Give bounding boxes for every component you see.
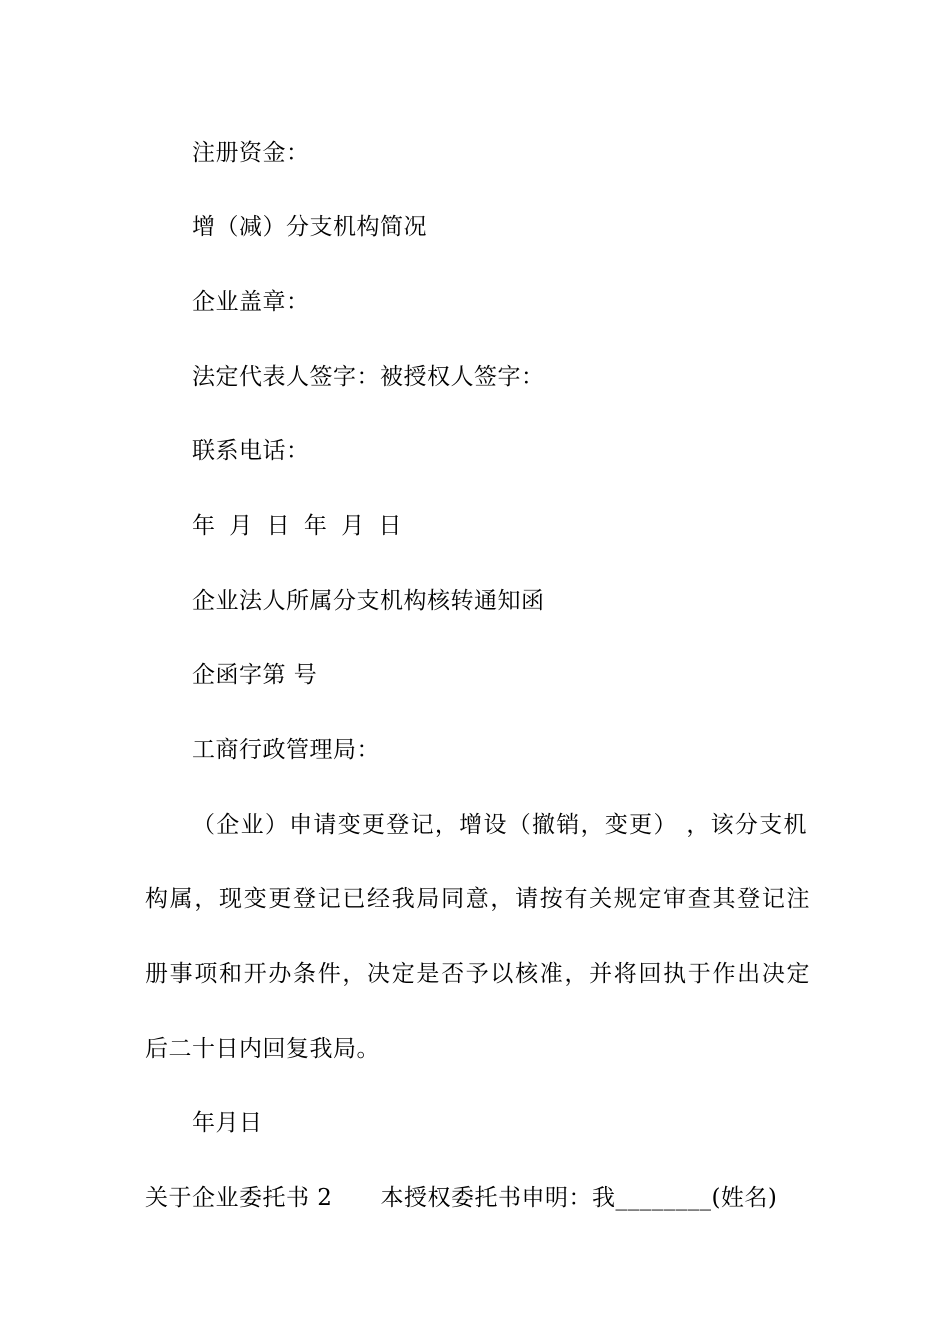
- authorization-statement: 本授权委托书申明：我________(姓名): [380, 1185, 778, 1211]
- registered-capital-label: 注册资金：: [192, 140, 310, 166]
- body-paragraph-line: 构属，现变更登记已经我局同意，请按有关规定审查其登记注: [145, 886, 810, 912]
- contact-phone-label: 联系电话：: [192, 438, 310, 464]
- body-paragraph-line: （企业）申请变更登记，增设（撤销，变更） ，该分支机: [192, 812, 807, 838]
- date-line: 年 月 日 年 月 日: [192, 513, 403, 539]
- letter-number: 企函字第 号: [192, 662, 318, 688]
- authorization-title: 关于企业委托书 2: [145, 1185, 333, 1211]
- addressee: 工商行政管理局：: [192, 737, 380, 763]
- branch-summary-label: 增（减）分支机构简况: [192, 214, 427, 240]
- signature-label: 法定代表人签字：被授权人签字：: [192, 364, 545, 390]
- company-seal-label: 企业盖章：: [192, 289, 310, 315]
- body-paragraph-line: 后二十日内回复我局。: [145, 1036, 380, 1062]
- body-paragraph-line: 册事项和开办条件，决定是否予以核准，并将回执于作出决定: [145, 961, 810, 987]
- notice-title: 企业法人所属分支机构核转通知函: [192, 588, 545, 614]
- date-footer: 年月日: [192, 1110, 263, 1136]
- authorization-line: [145, 1183, 810, 1213]
